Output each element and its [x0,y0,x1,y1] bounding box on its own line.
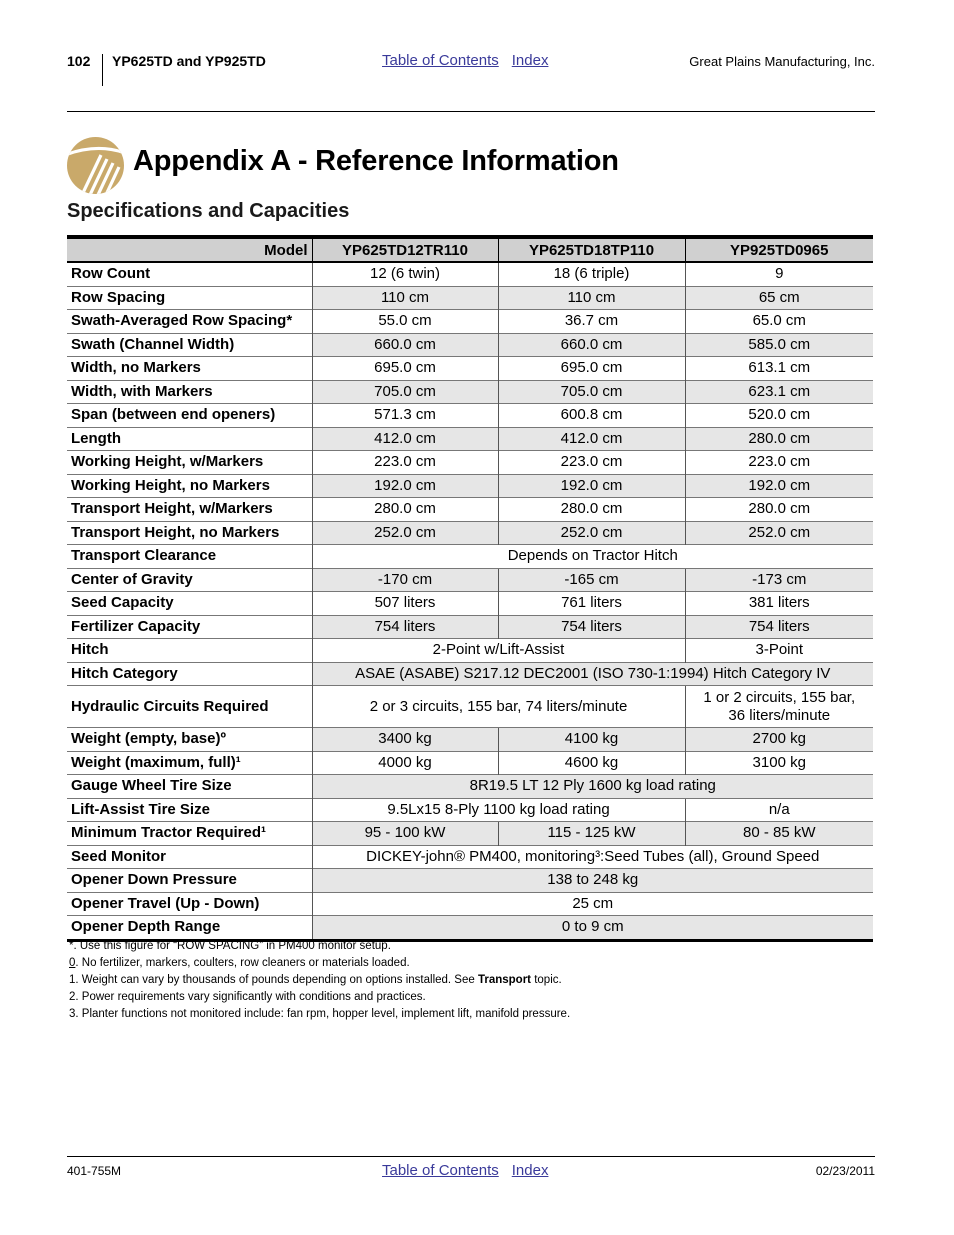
table-row [67,451,873,475]
row-label: Span (between end openers) [67,404,312,428]
table-cell: 192.0 cm [498,474,685,498]
table-row [67,568,873,592]
footnote-reference: Transport [477,974,532,986]
table-row [67,404,873,428]
table-cell: 252.0 cm [498,521,685,545]
row-label: Opener Down Pressure [67,869,312,893]
footnote-text: 1. Weight can vary by thousands of pounds depending on options installed. See [69,974,478,986]
table-cell: 660.0 cm [312,333,498,357]
table-cell: 18 (6 triple) [498,262,685,286]
table-cell: 585.0 cm [685,333,873,357]
table-cell: 3400 kg [312,728,498,752]
table-cell: 4100 kg [498,728,685,752]
table-cell [685,686,873,728]
table-cell: 138 to 248 kg [312,869,873,893]
table-cell: 381 liters [685,592,873,616]
section-title: Specifications and Capacities [67,200,350,222]
header-company: Great Plains Manufacturing, Inc. [689,54,875,69]
table-cell: 613.1 cm [685,357,873,381]
footer-nav [382,1162,548,1179]
table-cell: 3-Point [685,639,873,663]
table-row [67,916,873,941]
table-cell: 115 - 125 kW [498,822,685,846]
row-label: Hydraulic Circuits Required [67,686,312,728]
table-row [67,380,873,404]
header-toc-link[interactable]: Table of Contents [382,52,499,69]
table-cell: Depends on Tractor Hitch [312,545,873,569]
table-cell: 110 cm [498,286,685,310]
table-row [67,892,873,916]
table-row [67,686,873,728]
table-row [67,662,873,686]
table-cell: 705.0 cm [498,380,685,404]
table-cell: 65.0 cm [685,310,873,334]
footer-rule [67,1156,875,1157]
table-row [67,310,873,334]
table-row [67,286,873,310]
table-row [67,822,873,846]
table-cell: 280.0 cm [685,498,873,522]
table-row [67,639,873,663]
table-cell: 280.0 cm [498,498,685,522]
table-row [67,751,873,775]
table-cell: 754 liters [685,615,873,639]
row-label: Hitch Category [67,662,312,686]
table-cell: 223.0 cm [312,451,498,475]
footer-index-link[interactable]: Index [511,1162,549,1179]
footnote: *. Use this figure for “ROW SPACING” in PM400 monitor setup. [69,940,391,952]
table-cell: 507 liters [312,592,498,616]
table-cell: 280.0 cm [312,498,498,522]
column-header: Model [67,237,312,262]
table-row [67,845,873,869]
row-label: Center of Gravity [67,568,312,592]
table-cell: 520.0 cm [685,404,873,428]
row-label: Opener Travel (Up - Down) [67,892,312,916]
row-label: Fertilizer Capacity [67,615,312,639]
table-cell: n/a [685,798,873,822]
footer-doc-number: 401-755M [67,1164,122,1178]
table-cell: 412.0 cm [498,427,685,451]
header-divider [102,54,103,86]
row-label: Row Count [67,262,312,286]
table-row [67,474,873,498]
table-header-row [67,237,873,262]
table-cell: 25 cm [312,892,873,916]
column-header: YP925TD0965 [685,237,873,262]
table-cell: 223.0 cm [498,451,685,475]
table-cell: 110 cm [312,286,498,310]
table-cell: 95 - 100 kW [312,822,498,846]
table-row [67,869,873,893]
table-row [67,592,873,616]
table-cell: 3100 kg [685,751,873,775]
row-label: Width, no Markers [67,357,312,381]
footnote-text: topic. [531,974,562,986]
footnote [69,955,570,972]
table-cell: 192.0 cm [312,474,498,498]
row-label: Weight (maximum, full)¹ [67,751,312,775]
row-label: Seed Capacity [67,592,312,616]
specifications-table [67,235,873,942]
table-cell: 695.0 cm [312,357,498,381]
footnotes [69,938,570,1023]
row-label: Working Height, w/Markers [67,451,312,475]
row-label: Transport Height, no Markers [67,521,312,545]
row-label: Working Height, no Markers [67,474,312,498]
header-model: YP625TD and YP925TD [112,53,266,69]
table-cell: 252.0 cm [685,521,873,545]
table-cell: 252.0 cm [312,521,498,545]
table-row [67,262,873,286]
table-cell: 280.0 cm [685,427,873,451]
row-label: Width, with Markers [67,380,312,404]
row-label: Gauge Wheel Tire Size [67,775,312,799]
column-header: YP625TD18TP110 [498,237,685,262]
table-cell: 36.7 cm [498,310,685,334]
table-cell: 754 liters [312,615,498,639]
row-label: Swath (Channel Width) [67,333,312,357]
page-title: Appendix A - Reference Information [133,145,619,177]
table-cell: 600.8 cm [498,404,685,428]
table-row [67,615,873,639]
table-cell: 761 liters [498,592,685,616]
header-index-link[interactable]: Index [511,52,549,69]
row-label: Transport Height, w/Markers [67,498,312,522]
row-label: Weight (empty, base)º [67,728,312,752]
table-cell: 660.0 cm [498,333,685,357]
table-cell: 695.0 cm [498,357,685,381]
table-cell: 0 to 9 cm [312,916,873,941]
table-cell: DICKEY-john® PM400, monitoring³:Seed Tubes (all), Ground Speed [312,845,873,869]
table-cell: 4000 kg [312,751,498,775]
table-row [67,545,873,569]
footnote [69,972,570,989]
table-cell: 192.0 cm [685,474,873,498]
table-row [67,333,873,357]
footnote-text: . No fertilizer, markers, coulters, row cleaners or materials loaded. [75,957,410,969]
table-cell: 705.0 cm [312,380,498,404]
table-cell: 4600 kg [498,751,685,775]
column-header: YP625TD12TR110 [312,237,498,262]
table-cell: -173 cm [685,568,873,592]
footnote-mark: 0 [69,957,76,969]
footer-date: 02/23/2011 [815,1164,875,1178]
row-label: Lift-Assist Tire Size [67,798,312,822]
footer-toc-link[interactable]: Table of Contents [382,1162,499,1179]
table-cell: 2-Point w/Lift-Assist [312,639,685,663]
table-cell: 571.3 cm [312,404,498,428]
row-label: Hitch [67,639,312,663]
table-row [67,498,873,522]
footnote: 3. Planter functions not monitored include: fan rpm, hopper level, implement lift, manifold pressure. [69,1008,571,1020]
row-label: Row Spacing [67,286,312,310]
row-label: Transport Clearance [67,545,312,569]
table-cell: 8R19.5 LT 12 Ply 1600 kg load rating [312,775,873,799]
table-cell: 754 liters [498,615,685,639]
row-label: Swath-Averaged Row Spacing* [67,310,312,334]
table-row [67,521,873,545]
table-row [67,728,873,752]
row-label: Seed Monitor [67,845,312,869]
cell-line: 36 liters/minute [728,706,831,724]
table-cell: 55.0 cm [312,310,498,334]
table-cell: 80 - 85 kW [685,822,873,846]
table-row [67,427,873,451]
table-row [67,357,873,381]
table-cell: 65 cm [685,286,873,310]
row-label: Length [67,427,312,451]
table-cell: 2700 kg [685,728,873,752]
cell-line: 1 or 2 circuits, 155 bar, [703,688,856,706]
table-cell: 2 or 3 circuits, 155 bar, 74 liters/minute [312,686,685,728]
table-cell: 623.1 cm [685,380,873,404]
header-nav [382,52,548,69]
table-cell: -170 cm [312,568,498,592]
table-cell: 223.0 cm [685,451,873,475]
table-cell: 12 (6 twin) [312,262,498,286]
table-cell: 9.5Lx15 8-Ply 1100 kg load rating [312,798,685,822]
table-row [67,798,873,822]
row-label: Opener Depth Range [67,916,312,941]
table-cell: 9 [685,262,873,286]
table-row [67,775,873,799]
footnote: 2. Power requirements vary significantly with conditions and practices. [69,991,426,1003]
header-rule [67,111,875,112]
table-cell: 412.0 cm [312,427,498,451]
table-cell: -165 cm [498,568,685,592]
table-cell: ASAE (ASABE) S217.12 DEC2001 (ISO 730-1:1994) Hitch Category IV [312,662,873,686]
great-plains-logo-icon [67,137,124,194]
row-label: Minimum Tractor Required¹ [67,822,312,846]
page-number: 102 [67,53,91,69]
